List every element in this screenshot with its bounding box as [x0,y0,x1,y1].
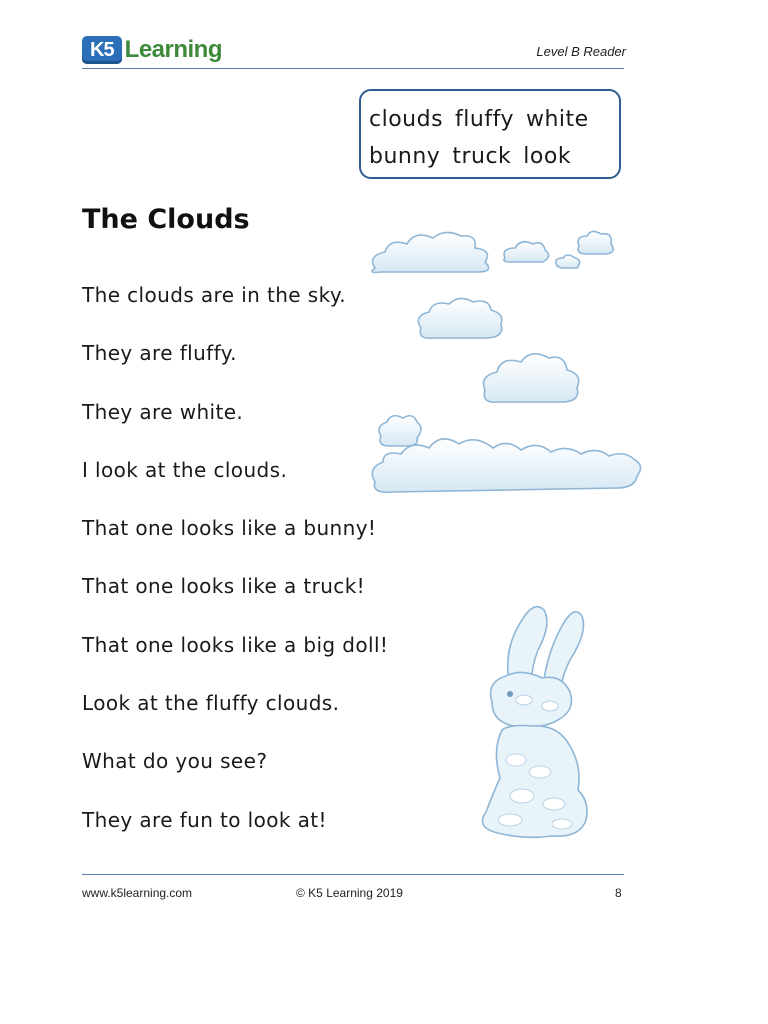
header-divider [82,68,624,69]
footer-divider [82,874,624,875]
story-line: What do you see? [82,749,268,774]
cloud-puff [506,754,526,766]
bunny-eye [507,691,513,697]
k5-learning-logo [82,33,222,67]
story-line: They are white. [82,399,244,424]
footer-website-link[interactable]: www.k5learning.com [82,886,193,900]
logo-badge: K5 [82,36,122,64]
story-lines [82,278,388,861]
story-line: The clouds are in the sky. [82,283,346,307]
cloud-puff [543,798,565,810]
page-number: 8 [615,886,622,900]
cloud-shape [372,439,640,492]
story-line: They are fun to look at! [82,807,327,832]
cloud-shape [556,255,580,268]
cloud-puff [510,789,534,803]
cloud-shape [504,242,549,262]
cloud-puff [516,695,532,705]
cloud-puff [552,819,572,829]
word-bank-word: fluffy [455,107,514,132]
story-line: Look at the fluffy clouds. [82,691,340,716]
cloud-puff [498,814,522,826]
story-line: That one looks like a truck! [82,574,366,599]
word-bank-box [359,89,621,179]
story-line: That one looks like a bunny! [82,516,377,541]
cloud-shape [578,231,613,254]
logo-text: Learning [124,36,222,63]
story-title: The Clouds [82,204,250,235]
word-bank-word: bunny [369,144,441,169]
clouds-illustration [345,200,665,512]
cloud-shape [372,232,488,272]
footer-copyright: © K5 Learning 2019 [296,886,403,900]
story-line: They are fluffy. [82,341,237,366]
word-bank-word: truck [452,144,512,169]
story-line: I look at the clouds. [82,457,288,482]
word-bank-word: look [523,144,572,169]
word-bank-row-1 [369,101,619,138]
word-bank-row-2 [369,138,619,175]
word-bank-word: clouds [369,107,444,132]
cloud-puff [529,766,551,778]
reader-level: Level B Reader [536,44,626,59]
cloud-shape [379,416,421,446]
bunny-cloud-illustration [462,590,628,848]
cloud-puff [542,701,558,711]
story-line: That one looks like a big doll! [82,632,389,657]
cloud-shape [484,354,579,402]
word-bank-word: white [525,107,589,132]
cloud-shape [418,298,502,338]
